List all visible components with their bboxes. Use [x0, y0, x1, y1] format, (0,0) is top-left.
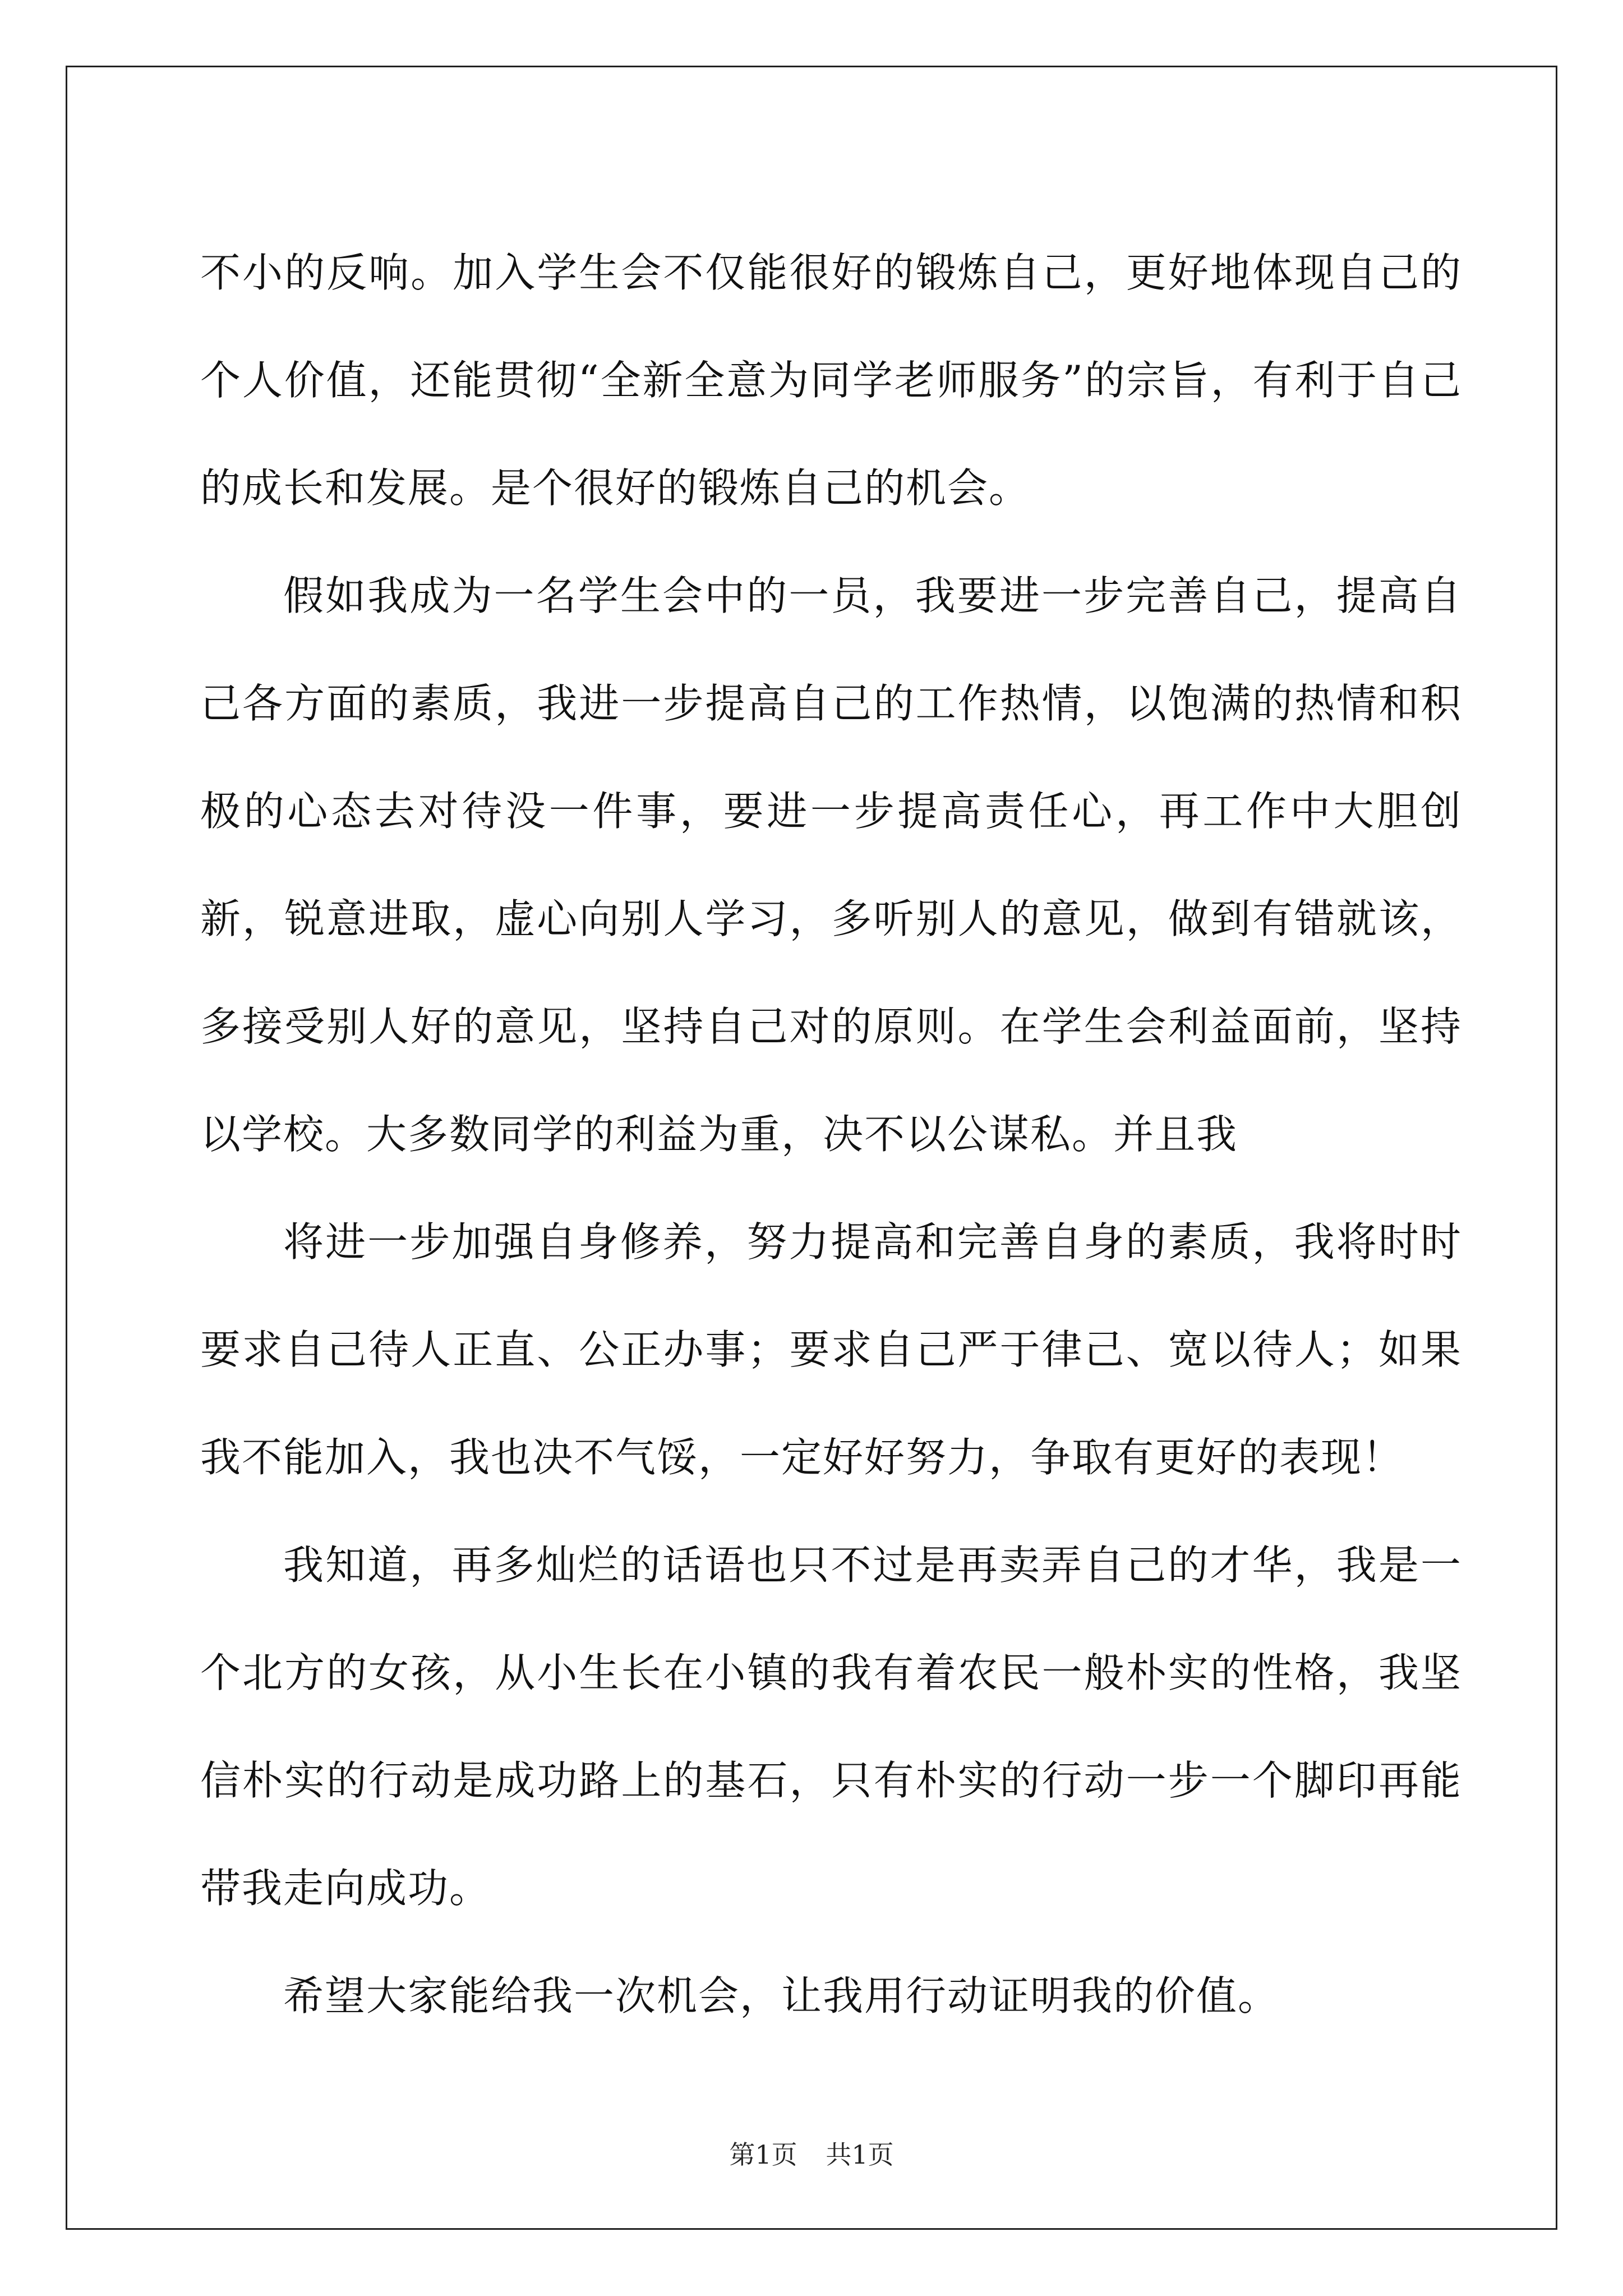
page-number: 第1页 [729, 2139, 797, 2170]
page-footer [0, 2134, 1623, 2171]
page-total: 共1页 [826, 2139, 894, 2170]
document-body [200, 219, 1462, 2050]
paragraph-5: 希望大家能给我一次机会，让我用行动证明我的价值。 [283, 1972, 1280, 2019]
paragraph-4: 我知道，再多灿烂的话语也只不过是再卖弄自己的才华，我是一个北方的女孩，从小生长在小镇的我有着农民一般朴实的性格，我坚信朴实的行动是成功路上的基石，只有朴实的行动一步一个脚印再能带我走向成功。 [200, 1542, 1462, 1912]
paragraph-2: 假如我成为一名学生会中的一员，我要进一步完善自己，提高自己各方面的素质，我进一步提高自己的工作热情，以饱满的热情和积极的心态去对待没一件事，要进一步提高责任心，再工作中大胆创新，锐意进取，虚心向别人学习，多听别人的意见，做到有错就该，多接受别人好的意见，坚持自己对的原则。在学生会利益面前，坚持以学校。大多数同学的利益为重，决不以公谋私。并且我 [200, 572, 1462, 1158]
paragraph-3: 将进一步加强自身修养，努力提高和完善自身的素质，我将时时要求自己待人正直、公正办事；要求自己严于律己、宽以待人；如果我不能加入，我也决不气馁，一定好好努力，争取有更好的表现！ [200, 1218, 1462, 1481]
paragraph-1: 不小的反响。加入学生会不仅能很好的锻炼自己，更好地体现自己的个人价值，还能贯彻“全新全意为同学老师服务”的宗旨，有利于自己的成长和发展。是个很好的锻炼自己的机会。 [200, 249, 1462, 512]
